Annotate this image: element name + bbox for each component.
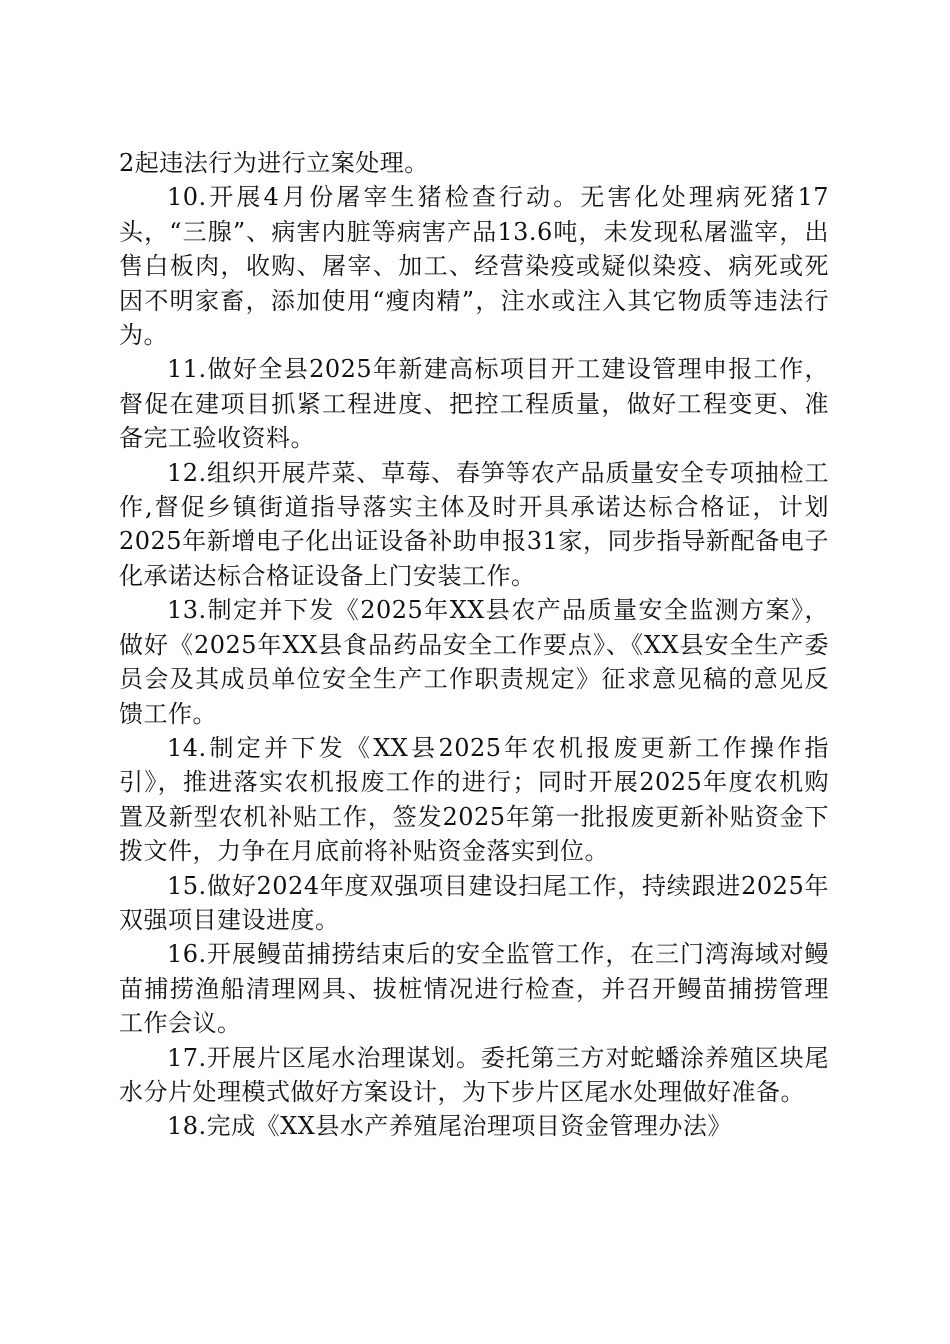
paragraph-continuation: 2起违法行为进行立案处理。: [119, 149, 429, 177]
paragraph-item-12: 12.组织开展芹菜、草莓、春笋等农产品质量安全专项抽检工作,督促乡镇街道指导落实主体及时开具承诺达标合格证，计划2025年新增电子化出证设备补助申报31家，同步指导新配备电子化承诺达标合格证设备上门安装工作。: [119, 458, 829, 590]
paragraph-item-13: 13.制定并下发《2025年XX县农产品质量安全监测方案》，做好《2025年XX县食品药品安全工作要点》、《XX县安全生产委员会及其成员单位安全生产工作职责规定》征求意见稿的意见反馈工作。: [119, 596, 829, 728]
paragraph-item-18: 18.完成《XX县水产养殖尾治理项目资金管理办法》: [167, 1112, 732, 1141]
document-body: [119, 146, 829, 1144]
paragraph-item-14: 14.制定并下发《XX县2025年农机报废更新工作操作指引》，推进落实农机报废工作的进行；同时开展2025年度农机购置及新型农机补贴工作，签发2025年第一批报废更新补贴资金下拨文件，力争在月底前将补贴资金落实到位。: [119, 733, 829, 866]
paragraph-item-10: 10.开展4月份屠宰生猪检查行动。无害化处理病死猪17头，“三腺”、病害内脏等病害产品13.6吨，未发现私屠滥宰，出售白板肉，收购、屠宰、加工、经营染疫或疑似染疫、病死或死因不明家畜，添加使用“瘦肉精”，注水或注入其它物质等违法行为。: [119, 183, 829, 350]
paragraph-item-17: 17.开展片区尾水治理谋划。委托第三方对蛇蟠涂养殖区块尾水分片处理模式做好方案设计，为下步片区尾水处理做好准备。: [119, 1043, 829, 1106]
paragraph-item-15: 15.做好2024年度双强项目建设扫尾工作，持续跟进2025年双强项目建设进度。: [119, 871, 829, 934]
paragraph-item-16: 16.开展鳗苗捕捞结束后的安全监管工作，在三门湾海域对鳗苗捕捞渔船清理网具、拔桩情况进行检查，并召开鳗苗捕捞管理工作会议。: [119, 940, 829, 1038]
paragraph-item-11: 11.做好全县2025年新建高标项目开工建设管理申报工作，督促在建项目抓紧工程进度、把控工程质量，做好工程变更、准备完工验收资料。: [119, 355, 829, 453]
